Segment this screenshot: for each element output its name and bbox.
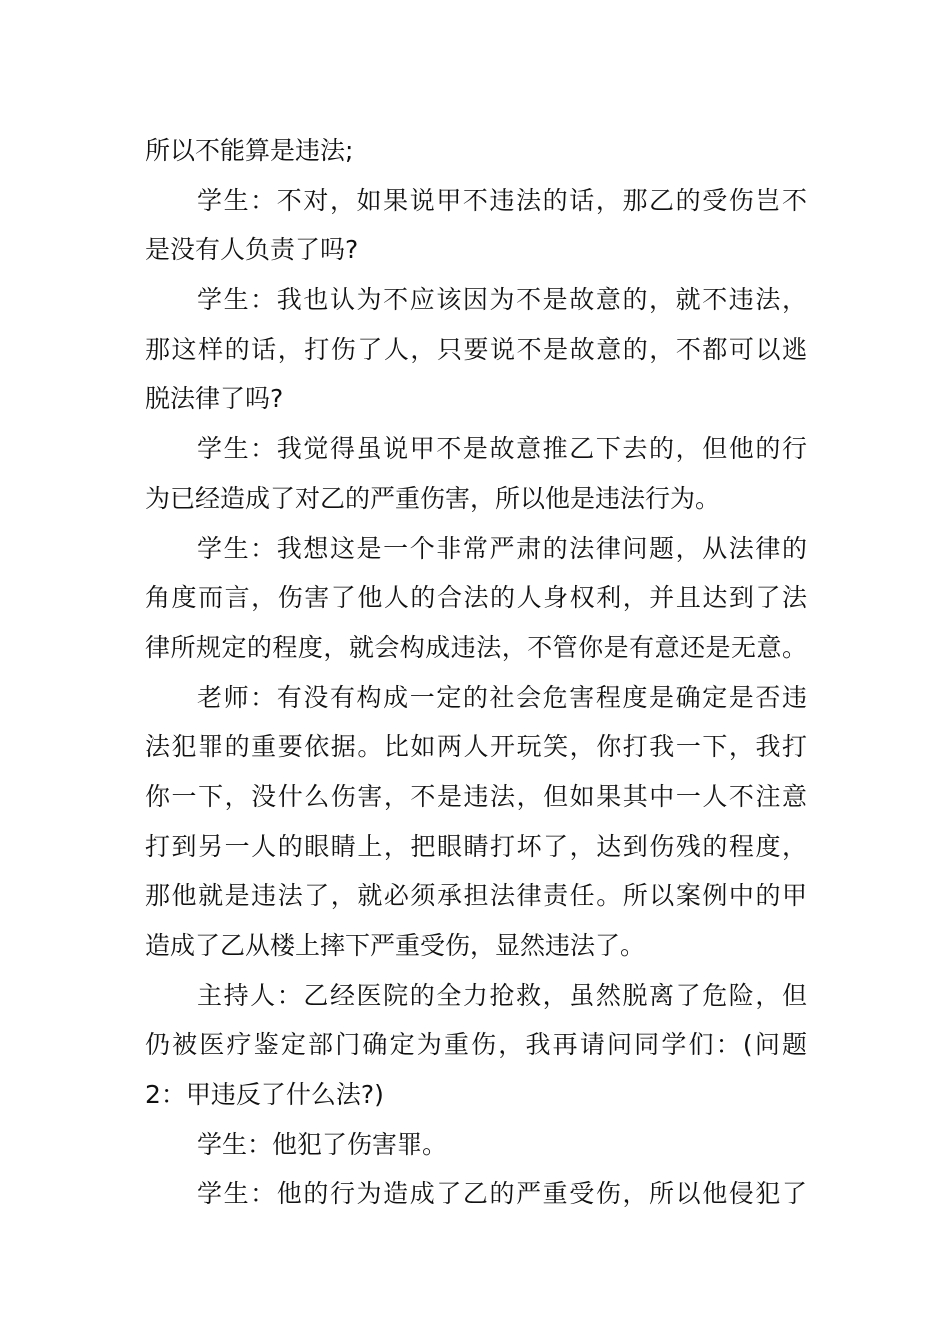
text-line: 学生：我也认为不应该因为不是故意的，就不违法， — [197, 285, 807, 315]
text-line: 所以不能算是违法; — [145, 136, 354, 165]
text-line: 造成了乙从楼上摔下严重受伤，显然违法了。 — [145, 931, 646, 960]
text-line: 学生：我想这是一个非常严肃的法律问题，从法律的 — [197, 533, 807, 563]
text-line: 学生：他的行为造成了乙的严重受伤，所以他侵犯了 — [197, 1179, 807, 1209]
text-line: 仍被医疗鉴定部门确定为重伤，我再请问同学们：(问题 — [145, 1030, 807, 1060]
text-line: 学生：我觉得虽说甲不是故意推乙下去的，但他的行 — [197, 434, 807, 464]
text-line: 学生：他犯了伤害罪。 — [197, 1129, 448, 1159]
text-line: 角度而言，伤害了他人的合法的人身权利，并且达到了法 — [145, 583, 807, 613]
text-line: 打到另一人的眼睛上，把眼睛打坏了，达到伤残的程度， — [145, 831, 807, 861]
text-line: 你一下，没什么伤害，不是违法，但如果其中一人不注意 — [145, 781, 807, 811]
text-line: 为已经造成了对乙的严重伤害，所以他是违法行为。 — [145, 483, 721, 513]
text-line: 是没有人负责了吗? — [145, 235, 359, 265]
text-line: 法犯罪的重要依据。比如两人开玩笑，你打我一下，我打 — [145, 732, 807, 762]
text-line: 老师：有没有构成一定的社会危害程度是确定是否违 — [197, 682, 807, 712]
text-line: 律所规定的程度，就会构成违法，不管你是有意还是无意。 — [145, 632, 807, 662]
text-line: 2：甲违反了什么法?) — [145, 1080, 384, 1110]
text-line: 那这样的话，打伤了人，只要说不是故意的，不都可以逃 — [145, 334, 807, 364]
text-line: 脱法律了吗? — [145, 384, 284, 414]
document-body — [145, 126, 807, 1219]
text-line: 那他就是违法了，就必须承担法律责任。所以案例中的甲 — [145, 881, 807, 911]
text-line: 学生：不对，如果说甲不违法的话，那乙的受伤岂不 — [197, 185, 807, 215]
text-line: 主持人：乙经医院的全力抢救，虽然脱离了危险，但 — [197, 980, 807, 1010]
